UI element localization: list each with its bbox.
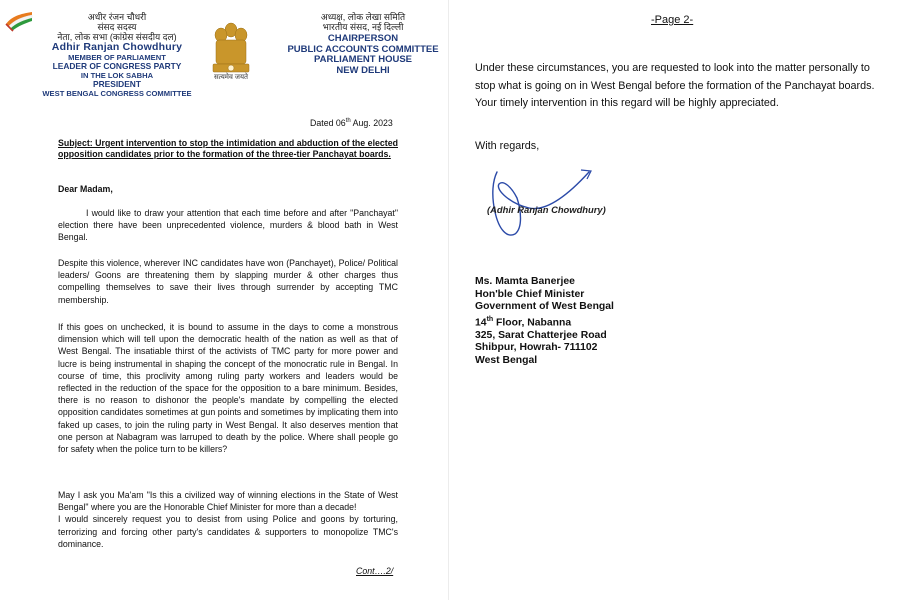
letterhead-right	[283, 12, 443, 77]
signature-icon	[477, 160, 597, 242]
sender-name: Adhir Ranjan Chowdhury	[51, 41, 183, 54]
recipient-address	[475, 276, 614, 368]
paragraph: I would like to draw your attention that each time before and after "Panchayat" election there have been unprecedented violence, murders & blood bath in West Bengal.	[58, 208, 398, 243]
emblem-motto: सत्यमेव जयते	[213, 74, 249, 81]
paragraph: Despite this violence, wherever INC candidates have won (Panchayet), Police/ Political leaders/ Goons are threatening them by slapping murder & other charges thus compelling themselves to save their lives through surrender by accepting TMC membership.	[58, 258, 398, 305]
hindi-parliament: भारतीय संसद, नई दिल्ली	[322, 22, 404, 33]
address-line: 14th Floor, Nabanna	[475, 315, 572, 329]
salutation: Dear Madam,	[58, 184, 113, 194]
signatory-name: (Adhir Ranjan Chowdhury)	[487, 204, 606, 215]
letter-date: Dated 06th Aug. 2023	[310, 118, 393, 128]
hindi-name: अधीर रंजन चौधरी	[87, 12, 147, 22]
address-line: Hon'ble Chief Minister	[475, 288, 585, 300]
letterhead-left	[22, 12, 212, 98]
address-line: Government of West Bengal	[475, 301, 614, 313]
paragraph: I would sincerely request you to desist from using Police and goons by torturing, terrorizing and forcing other party's candidates & supporters to monopolize TMC's dominance.	[58, 514, 398, 549]
page-number: -Page 2-	[651, 14, 694, 26]
closing-paragraph: Under these circumstances, you are requested to look into the matter personally to stop what is going on in West Bengal before the formation of the Panchayat boards. Your timely intervention in this regard will be highly appreciated.	[475, 62, 875, 110]
paragraph: If this goes on unchecked, it is bound to assume in the days to come a monstrous dimension which will tell upon the democratic health of the nation as well as that of West Bengal. The insatiable thirst of the activists of TMC party for more power and lucre is being instrumental in shaping the concept of the monocratic rule in Bengal. In course of time, this proclivity among ruling party workers and leaders would be reflected in the reduction of the space for the opposition to a bare minimum. Besides, there is no reason to dishonor the people's mandate by compelling the elected opposition candidates sometimes at gun points and sometimes by implicating them into faked up cases, to join the ruling party in West Bengal. It also deserves mention that one person at Nabagram was larruped to death by the police. Where shall people go for safety when the police turn to be killers?	[58, 322, 398, 455]
title-leader: LEADER OF CONGRESS PARTY	[52, 61, 182, 72]
address-line: Shibpur, Howrah- 711102	[475, 342, 598, 354]
hindi-leader: नेता, लोक सभा (कांग्रेस संसदीय दल)	[57, 32, 177, 43]
title-chairperson: CHAIRPERSON	[327, 33, 399, 45]
hindi-chair: अध्यक्ष, लोक लेखा समिति	[320, 12, 406, 22]
paragraph: May I ask you Ma'am "Is this a civilized way of winning elections in the State of West Bengal" where you are the Honorable Chief Minister for more than a decade!	[58, 490, 398, 513]
address-line: 325, Sarat Chatterjee Road	[475, 329, 607, 341]
address-line: Ms. Mamta Banerjee	[475, 276, 575, 287]
letter-page-2	[449, 0, 900, 600]
address-line: West Bengal	[475, 355, 538, 367]
title-president: PRESIDENT	[93, 79, 141, 90]
continued-note: Cont….2/	[356, 566, 394, 576]
title-wbcc: WEST BENGAL CONGRESS COMMITTEE	[42, 88, 192, 98]
title-lok-sabha: IN THE LOK SABHA	[80, 70, 154, 80]
title-new-delhi: NEW DELHI	[336, 65, 390, 77]
title-parliament-house: PARLIAMENT HOUSE	[314, 54, 412, 66]
hindi-mp: संसद सदस्य	[97, 22, 137, 33]
title-mp: MEMBER OF PARLIAMENT	[68, 52, 166, 62]
letter-page-1	[0, 0, 449, 600]
closing-regards: With regards,	[475, 140, 540, 152]
paragraph-group	[58, 489, 398, 550]
subject-line: Subject: Urgent intervention to stop the intimidation and abduction of the elected opposition candidates prior to the formation of the three-tier Panchayat boards.	[58, 138, 398, 159]
title-pac: PUBLIC ACCOUNTS COMMITTEE	[287, 43, 439, 55]
